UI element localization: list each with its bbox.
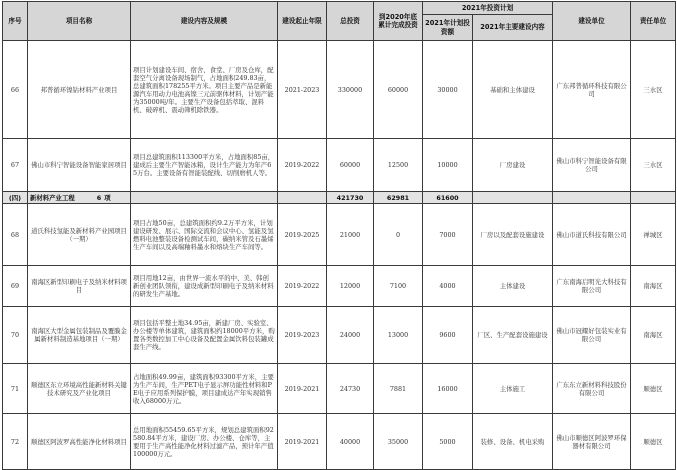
- group-count-unit: 项: [104, 193, 111, 202]
- cell-seq: 72: [3, 414, 28, 470]
- group-plan: 61600: [423, 192, 473, 204]
- cell-seq: 67: [3, 139, 28, 192]
- cell-unit: 佛山市科宁智能设备有限公司: [553, 139, 631, 192]
- cell-main: 主体建设: [473, 266, 553, 307]
- cell-main: 厂区、生产配套设施建设: [473, 307, 553, 364]
- cell-done2020: 12500: [374, 139, 423, 192]
- header-name: 项目名称: [28, 2, 131, 41]
- cell-name: 佛山市科宁智能设备智能家居项目: [28, 139, 131, 192]
- cell-total: 60000: [327, 139, 374, 192]
- cell-name: 顺德区阿波罗高性能净化材料项目: [28, 414, 131, 470]
- cell-period: 2019-2022: [278, 266, 327, 307]
- cell-content: 项目用地12亩，由世界一流水平的中、美、韩创新创业团队领衔，建设成新型印刷电子及纳米材料的研发生产基地。: [131, 266, 278, 307]
- cell-content: 项目占地50亩，总建筑面积约9.2万平方米，计划建设研发、展示、国际交流和会议中心、氢能及氢燃料电池整装设备检测试车间，碳纳米管及石墨烯生产车间以及高端釉料墨水和熔块生产车间等。: [131, 204, 278, 266]
- header-plan2021-main: 2021年主要建设内容: [473, 15, 553, 41]
- cell-name: 道氏科技氢能及新材料产业园项目（一期）: [28, 204, 131, 266]
- cell-resp: 南海区: [631, 307, 676, 364]
- group-content-empty: [131, 192, 278, 204]
- cell-unit: 佛山市顺德区阿波罗环保器材有限公司: [553, 414, 631, 470]
- cell-total: 24000: [327, 307, 374, 364]
- cell-total: 24730: [327, 364, 374, 414]
- cell-total: 12000: [327, 266, 374, 307]
- cell-unit: 佛山市冠耀好包装实业有限公司: [553, 307, 631, 364]
- cell-unit: 广东东立新材料科技股份有限公司: [553, 364, 631, 414]
- header-plan2021-amount: 2021年计划投资额: [423, 15, 473, 41]
- table-row: [3, 414, 676, 470]
- cell-plan: 7000: [423, 204, 473, 266]
- group-row: [3, 192, 676, 204]
- cell-seq: 68: [3, 204, 28, 266]
- cell-period: 2019-2022: [278, 139, 327, 192]
- cell-main: 装修、设备、机电采购: [473, 414, 553, 470]
- cell-period: 2019-2025: [278, 204, 327, 266]
- header-unit: 建设单位: [553, 2, 631, 41]
- cell-content: 总用地面积55459.65平方米，规划总建筑面积92580.84平方米，建设厂房、办公楼、仓库等，主要用于生产高性能净化材料过滤产品，预计年产值100000万元。: [131, 414, 278, 470]
- cell-plan: 16000: [423, 364, 473, 414]
- cell-unit: 佛山市道氏科技有限公司: [553, 204, 631, 266]
- cell-resp: 三水区: [631, 41, 676, 139]
- group-name: 新材料产业工程: [30, 193, 75, 202]
- header-plan2021: 2021年投资计划: [423, 2, 553, 15]
- cell-main: 主体施工: [473, 364, 553, 414]
- cell-total: 40000: [327, 414, 374, 470]
- cell-done2020: 7881: [374, 364, 423, 414]
- cell-resp: 顺德区: [631, 414, 676, 470]
- cell-done2020: 13000: [374, 307, 423, 364]
- cell-resp: 顺德区: [631, 364, 676, 414]
- cell-unit: 广东南海启明光大科技有限公司: [553, 266, 631, 307]
- cell-main: 厂房以及配套设施建设: [473, 204, 553, 266]
- group-resp-empty: [631, 192, 676, 204]
- cell-period: 2019-2021: [278, 364, 327, 414]
- cell-period: 2021-2023: [278, 41, 327, 139]
- cell-resp: 三水区: [631, 139, 676, 192]
- cell-name: 南海区新型印刷电子及纳米材料项目: [28, 266, 131, 307]
- cell-period: 2019-2021: [278, 414, 327, 470]
- cell-done2020: 0: [374, 204, 423, 266]
- cell-total: 330000: [327, 41, 374, 139]
- investment-project-table: [2, 1, 676, 470]
- header-resp: 责任单位: [631, 2, 676, 41]
- cell-main: 基础和主体建设: [473, 41, 553, 139]
- table-row: [3, 364, 676, 414]
- group-period-empty: [278, 192, 327, 204]
- header-seq: 序号: [3, 2, 28, 41]
- cell-seq: 71: [3, 364, 28, 414]
- table-row: [3, 266, 676, 307]
- cell-resp: 禅城区: [631, 204, 676, 266]
- cell-unit: 广东邦普循环科技有限公司: [553, 41, 631, 139]
- cell-content: 项目计划建设车间、宿舍、食堂、厂房及仓库，配套空气分离设备现场制气，占地面积249.83亩，总建筑面积178255平方米。项目主要产品是新能源汽车用动力电池高镍三元前驱体材料，计划产能为35000吨/年。主要生产设备包括萃取、混料机、破碎机、震动筛机除铁器。: [131, 41, 278, 139]
- table-row: [3, 139, 676, 192]
- group-count: 6: [96, 193, 102, 202]
- group-seq: (四): [3, 192, 28, 204]
- cell-content: 项目包括平整土地34.95亩，新建厂房、实验室、办公楼等单体建筑，建筑面积约18000平方米，购置各类数控加工中心设备及配置金属饮料包装罐成套生产线。: [131, 307, 278, 364]
- cell-plan: 9600: [423, 307, 473, 364]
- group-done2020: 62981: [374, 192, 423, 204]
- group-name-cell: [28, 192, 131, 204]
- header-row-top: [3, 2, 676, 15]
- cell-name: 南海区大型金属包装制品及覆膜金属新材料制造基地项目（一期）: [28, 307, 131, 364]
- cell-done2020: 35000: [374, 414, 423, 470]
- cell-resp: 南海区: [631, 266, 676, 307]
- cell-period: 2019-2023: [278, 307, 327, 364]
- header-content: 建设内容及规模: [131, 2, 278, 41]
- cell-plan: 4000: [423, 266, 473, 307]
- cell-plan: 5000: [423, 414, 473, 470]
- cell-plan: 30000: [423, 41, 473, 139]
- cell-name: 顺德区东立环境高性能新材料关键技术研究及产业化项目: [28, 364, 131, 414]
- header-done2020: 到2020年底累计完成投资: [374, 2, 423, 41]
- cell-seq: 66: [3, 41, 28, 139]
- cell-seq: 70: [3, 307, 28, 364]
- cell-content: 项目总建筑面积113300平方米，占地面积85亩，建成后主要生产智能冰箱，设计生产能力为年产65万台。主要设备有智能装配线、切削磨机人等。: [131, 139, 278, 192]
- table-row: [3, 307, 676, 364]
- cell-done2020: 7100: [374, 266, 423, 307]
- cell-content: 占地面积49.99亩，建筑面积93300平方米，主要为生产车间，生产PET电子显示屏功能性材料和PE电子应用系列保护膜，项目建成达产年实现销售收入68000万元。: [131, 364, 278, 414]
- cell-done2020: 60000: [374, 41, 423, 139]
- group-unit-empty: [553, 192, 631, 204]
- group-total: 421730: [327, 192, 374, 204]
- table-row: [3, 41, 676, 139]
- header-period: 建设起止年限: [278, 2, 327, 41]
- cell-seq: 69: [3, 266, 28, 307]
- cell-main: 厂房建设: [473, 139, 553, 192]
- cell-plan: 10000: [423, 139, 473, 192]
- cell-total: 21000: [327, 204, 374, 266]
- table-row: [3, 204, 676, 266]
- header-total: 总投资: [327, 2, 374, 41]
- group-main-empty: [473, 192, 553, 204]
- cell-name: 邦普循环镍钴材料产业项目: [28, 41, 131, 139]
